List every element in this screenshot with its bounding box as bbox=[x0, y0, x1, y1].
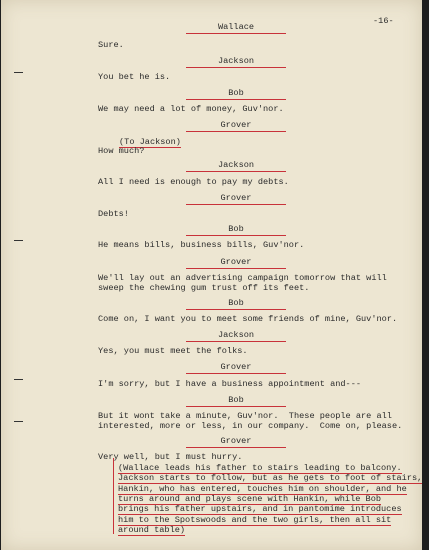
speaker-name: Grover bbox=[186, 193, 286, 205]
speaker-name: Jackson bbox=[186, 330, 286, 342]
stage-direction-line: around table) bbox=[118, 524, 186, 535]
speaker-name: Bob bbox=[186, 298, 286, 310]
stage-direction-line: him to the Spotswoods and the two girls, then all sit bbox=[118, 514, 392, 525]
speaker-name: Bob bbox=[186, 88, 286, 100]
dialogue-line: Come on, I want you to meet some friends of mine, Guv'nor. bbox=[98, 314, 398, 324]
speaker-name: Wallace bbox=[186, 22, 286, 34]
margin-mark bbox=[14, 379, 23, 380]
dialogue-line: sweep the chewing gum trust off its feet. bbox=[98, 283, 310, 293]
margin-mark bbox=[14, 240, 23, 241]
stage-direction-line: Hankin, who has entered, touches him on shoulder, and he bbox=[118, 483, 407, 494]
speaker-name: Jackson bbox=[186, 56, 286, 68]
parenthetical: (To Jackson) bbox=[119, 137, 181, 147]
dialogue-line: All I need is enough to pay my debts. bbox=[98, 177, 289, 187]
margin-mark bbox=[14, 421, 23, 422]
speaker-name: Bob bbox=[186, 224, 286, 236]
speaker-name: Jackson bbox=[186, 160, 286, 172]
dialogue-line: He means bills, business bills, Guv'nor. bbox=[98, 240, 305, 250]
stage-direction-line: Jackson starts to follow, but as he gets to foot of stairs, bbox=[118, 473, 423, 484]
stage-direction-line: (Wallace leads his father to stairs leading to balcony. bbox=[118, 463, 402, 473]
speaker-name: Grover bbox=[186, 436, 286, 448]
dialogue-line: Sure. bbox=[98, 40, 124, 50]
dialogue-line: We'll lay out an advertising campaign tomorrow that will bbox=[98, 273, 387, 283]
dialogue-line: Yes, you must meet the folks. bbox=[98, 346, 248, 356]
speaker-name: Bob bbox=[186, 395, 286, 407]
page-number: -16- bbox=[373, 16, 394, 26]
dialogue-line: You bet he is. bbox=[98, 72, 171, 82]
stage-direction-line: turns around and plays scene with Hankin, while Bob bbox=[118, 493, 382, 504]
speaker-name: Grover bbox=[186, 120, 286, 132]
stage-direction-line: brings his father upstairs, and in pantomime introduces bbox=[118, 504, 402, 515]
dialogue-line: How much? bbox=[98, 146, 145, 156]
dialogue-line: I'm sorry, but I have a business appointment and--- bbox=[98, 379, 362, 389]
dialogue-line: We may need a lot of money, Guv'nor. bbox=[98, 104, 284, 114]
dialogue-line: Debts! bbox=[98, 209, 129, 219]
dialogue-line: interested, more or less, in our company. Come on, please. bbox=[98, 421, 403, 431]
speaker-name: Grover bbox=[186, 257, 286, 269]
margin-mark bbox=[14, 72, 23, 73]
dialogue-line: Very well, but I must hurry. bbox=[98, 452, 243, 462]
script-page bbox=[1, 0, 422, 550]
dialogue-line: But it wont take a minute, Guv'nor. These people are all bbox=[98, 411, 392, 421]
speaker-name: Grover bbox=[186, 362, 286, 374]
